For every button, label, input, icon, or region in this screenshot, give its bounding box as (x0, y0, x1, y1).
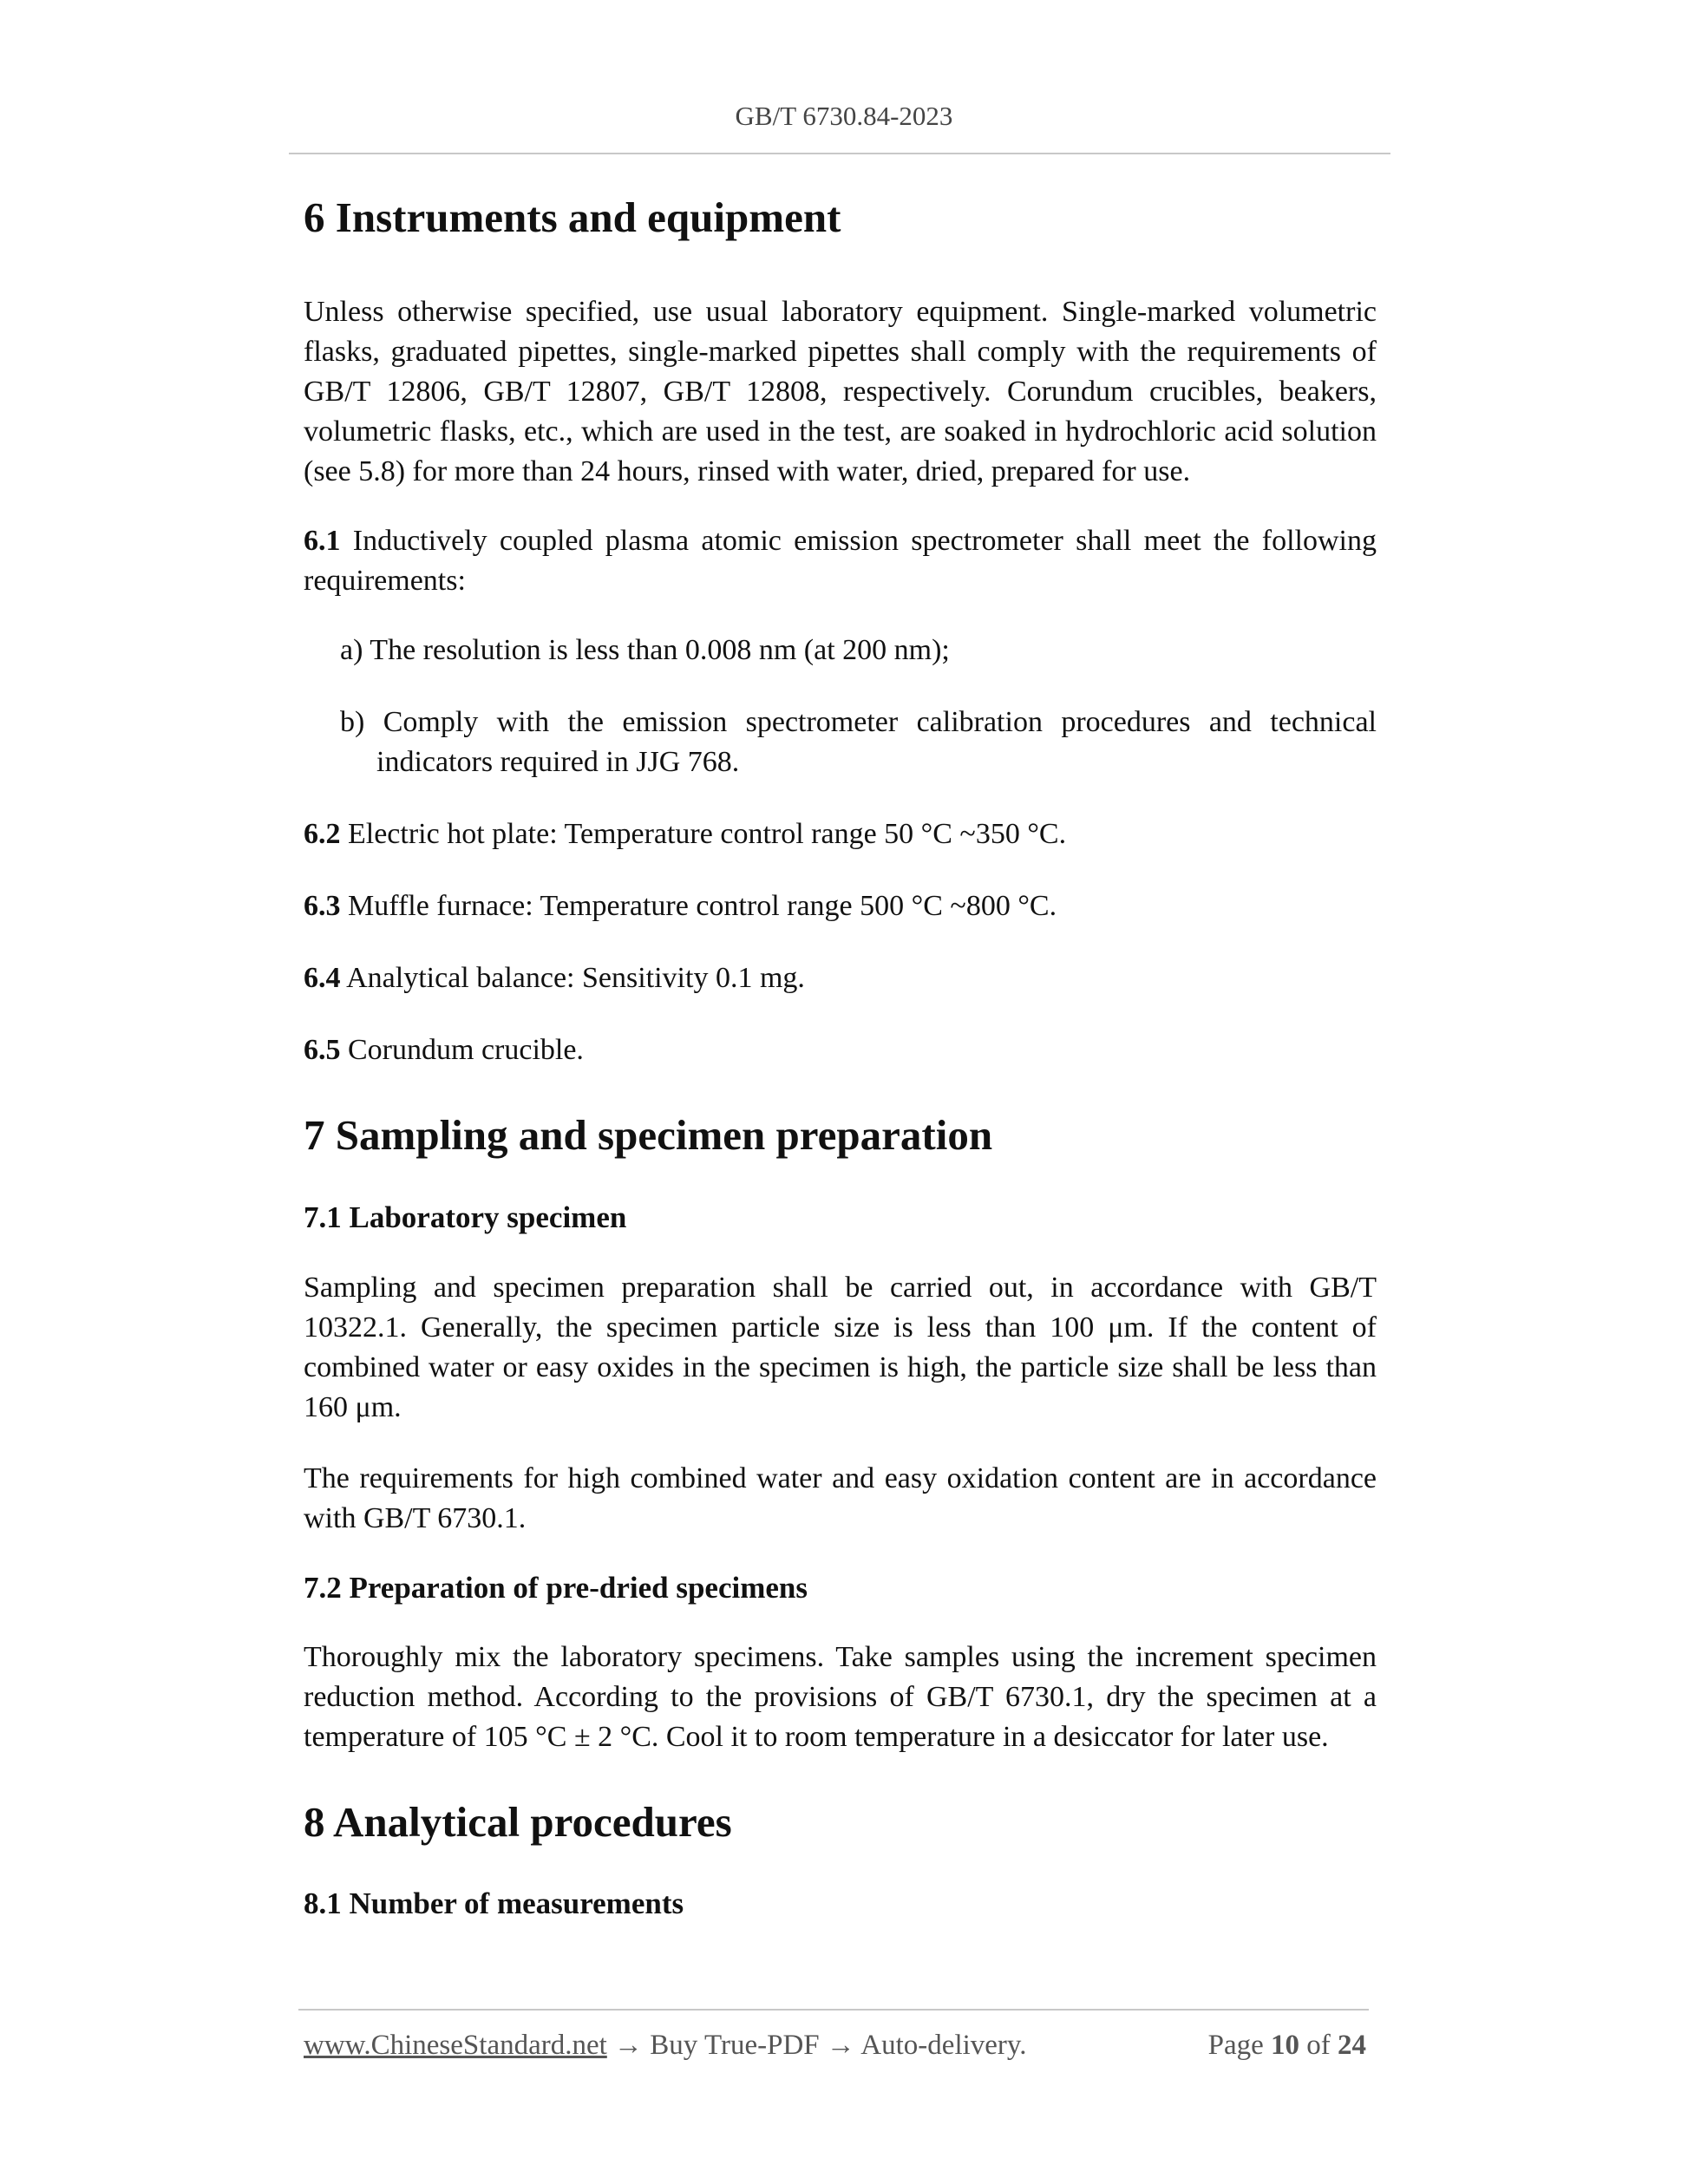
section-8-heading: 8 Analytical procedures (304, 1797, 732, 1846)
item-6-5 (304, 1030, 1377, 1070)
item-6-2-text: Electric hot plate: Temperature control range 50 °C ~350 °C. (340, 817, 1067, 850)
header-divider (289, 153, 1390, 154)
section-7-heading: 7 Sampling and specimen preparation (304, 1110, 993, 1159)
section-7-1-paragraph-1: Sampling and specimen preparation shall be carried out, in accordance with GB/T 10322.1. Generally, the specimen particle size is less than 100 μm. If the content of combined water or easy oxides in the specimen is high, the particle size shall be less than 160 μm. (304, 1272, 1377, 1424)
item-6-1 (304, 521, 1377, 601)
section-7-1-heading: 7.1 Laboratory specimen (304, 1200, 627, 1234)
footer-promo (304, 2030, 1027, 2062)
item-6-1-number: 6.1 (304, 524, 341, 557)
footer-website-link[interactable]: www.ChineseStandard.net (304, 2030, 607, 2061)
page-of-label: of (1299, 2030, 1338, 2061)
footer-divider (298, 2009, 1369, 2011)
item-6-4-text: Analytical balance: Sensitivity 0.1 mg. (340, 961, 805, 994)
section-6-heading: 6 Instruments and equipment (304, 193, 841, 241)
page-label: Page (1207, 2030, 1271, 2061)
item-6-1-a: a) The resolution is less than 0.008 nm (at 200 nm); (340, 633, 950, 666)
item-6-3 (304, 886, 1377, 926)
section-7-2-heading: 7.2 Preparation of pre-dried specimens (304, 1571, 808, 1605)
section-8-1-heading: 8.1 Number of measurements (304, 1886, 684, 1921)
section-7-2-paragraph: Thoroughly mix the laboratory specimens. Take samples using the increment specimen reduction method. According to the provisions of GB/T 6730.1, dry the specimen at a temperature of 105 °C ± 2 °C. Cool it to room temperature in a desiccator for later use. (304, 1640, 1377, 1753)
section-6-intro: Unless otherwise specified, use usual laboratory equipment. Single-marked volumetric flasks, graduated pipettes, single-marked pipettes shall comply with the requirements of GB/T 12806, GB/T 12807, GB/T 12808, respectively. Corundum crucibles, beakers, volumetric flasks, etc., which are used in the test, are soaked in hydrochloric acid solution (see 5.8) for more than 24 hours, rinsed with water, dried, prepared for use. (304, 295, 1377, 487)
item-6-1-text: Inductively coupled plasma atomic emission spectrometer shall meet the following requirements: (304, 524, 1377, 597)
item-6-3-number: 6.3 (304, 889, 341, 922)
footer-promo-text: → Buy True-PDF → Auto-delivery. (606, 2030, 1027, 2061)
section-7-1-paragraph-2: The requirements for high combined water and easy oxidation content are in accordance with GB/T 6730.1. (304, 1462, 1377, 1535)
item-6-2 (304, 814, 1377, 854)
item-6-5-number: 6.5 (304, 1033, 341, 1066)
header-title: GB/T 6730.84-2023 (735, 101, 953, 131)
page-current: 10 (1271, 2030, 1299, 2061)
item-6-1-b: b) Comply with the emission spectrometer calibration procedures and technical indicators required in JJG 768. (340, 705, 1377, 778)
item-6-4 (304, 958, 1377, 998)
item-6-5-text: Corundum crucible. (340, 1033, 584, 1066)
item-6-4-number: 6.4 (304, 961, 341, 994)
page-total: 24 (1338, 2030, 1366, 2061)
page-indicator (1208, 2030, 1366, 2062)
item-6-2-number: 6.2 (304, 817, 341, 850)
item-6-3-text: Muffle furnace: Temperature control range 500 °C ~800 °C. (340, 889, 1057, 922)
page-content (304, 193, 1377, 1924)
